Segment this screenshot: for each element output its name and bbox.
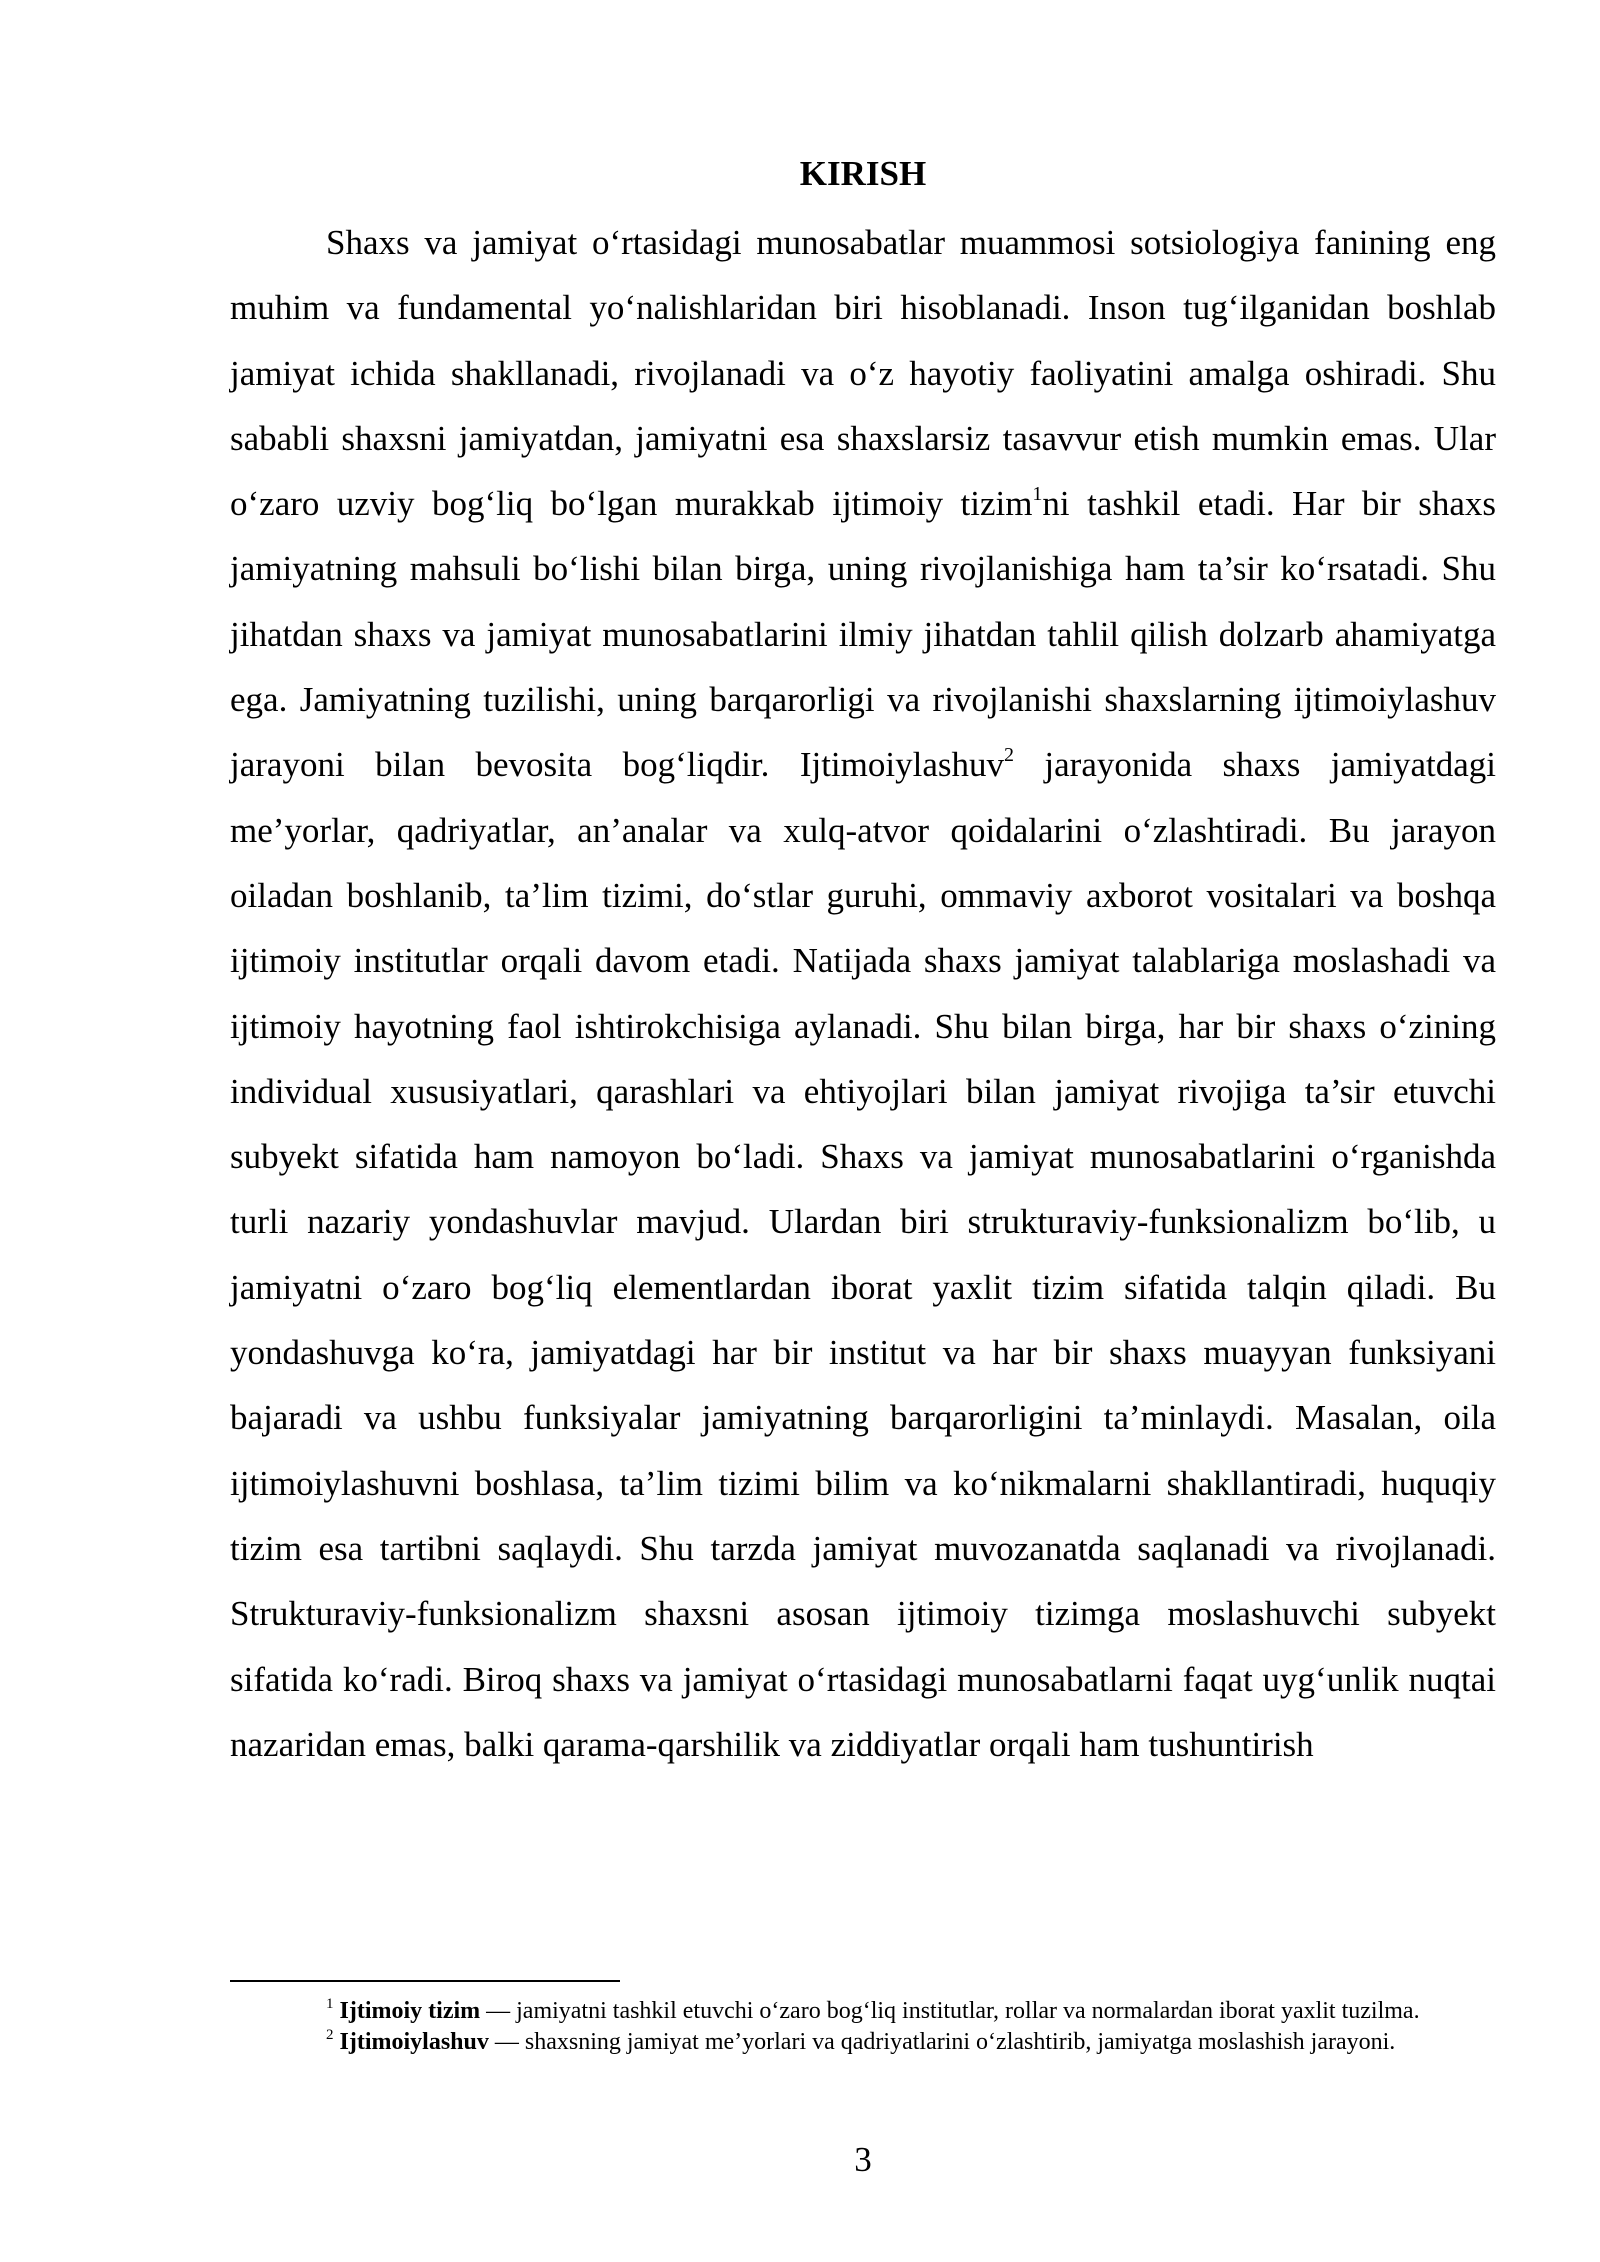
footnote-ref-1[interactable]: 1 [1032,483,1043,506]
footnote-number: 1 [326,1996,334,2012]
paragraph-segment-3: jarayonida shaxs jamiyatdagi me’yorlar, qadriyatlar, an’analar va xulq-atvor qoidalarini o‘zlashtiradi. Bu jarayon oiladan boshlanib, ta’lim tizimi, do‘stlar guruhi, ommaviy axborot vositalari va boshqa ijtimoiy institutlar orqali davom etadi. Natijada shaxs jamiyat talablariga moslashadi va ijtimoiy hayotning faol ishtirokchisiga aylanadi. Shu bilan birga, har bir shaxs o‘zining individual xususiyatlari, qarashlari va ehtiyojlari bilan jamiyat rivojiga ta’sir etuvchi subyekt sifatida ham namoyon bo‘ladi. Shaxs va jamiyat munosabatlarini o‘rganishda turli nazariy yondashuvlar mavjud. Ulardan biri strukturaviy-funksionalizm bo‘lib, u jamiyatni o‘zaro bog‘liq elementlardan iborat yaxlit tizim sifatida talqin qiladi. Bu yondashuvga ko‘ra, jamiyatdagi har bir institut va har bir shaxs muayyan funksiyani bajaradi va ushbu funksiyalar jamiyatning barqarorligini ta’minlaydi. Masalan, oila ijtimoiylashuvni boshlasa, ta’lim tizimi bilim va ko‘nikmalarni shakllantiradi, huquqiy tizim esa tartibni saqlaydi. Shu tarzda jamiyat muvozanatda saqlanadi va rivojlanadi. Strukturaviy-funksionalizm shaxsni asosan ijtimoiy tizimga moslashuvchi subyekt sifatida ko‘radi. Biroq shaxs va jamiyat o‘rtasidagi munosabatlarni faqat uyg‘unlik nuqtai nazaridan emas, balki qarama-qarshilik va ziddiyatlar orqali ham tushuntirish [230,745,1496,1764]
page-title: KIRISH [799,154,927,193]
footnote-separator [230,1980,620,1982]
footnotes [230,1996,1496,2058]
footnote-number: 2 [326,2027,334,2043]
page-number: 3 [854,2140,872,2179]
paragraph-segment-1: Shaxs va jamiyat o‘rtasidagi munosabatlar muammosi sotsiologiya fanining eng muhim va fundamental yo‘nalishlaridan biri hisoblanadi. Inson tug‘ilganidan boshlab jamiyat ichida shakllanadi, rivojlanadi va o‘z hayotiy faoliyatini amalga oshiradi. Shu sababli shaxsni jamiyatdan, jamiyatni esa shaxslarsiz tasavvur etish mumkin emas. Ular o‘zaro uzviy bog‘liq bo‘lgan murakkab ijtimoiy tizim [230,223,1496,524]
footnote-term: Ijtimoiylashuv [339,2029,489,2055]
paragraph-segment-2: ni tashkil etadi. Har bir shaxs jamiyatning mahsuli bo‘lishi bilan birga, uning rivojlanishiga ham ta’sir ko‘rsatadi. Shu jihatdan shaxs va jamiyat munosabatlarini ilmiy jihatdan tahlil qilish dolzarb ahamiyatga ega. Jamiyatning tuzilishi, uning barqarorligi va rivojlanishi shaxslarning ijtimoiylashuv jarayoni bilan bevosita bog‘liqdir. Ijtimoiylashuv [230,484,1496,785]
footnote-2 [230,2027,1496,2058]
footnote-1 [230,1996,1496,2027]
footnote-ref-2[interactable]: 2 [1003,744,1014,767]
footnote-text: — jamiyatni tashkil etuvchi o‘zaro bog‘liq institutlar, rollar va normalardan iborat yaxlit tuzilma. [480,1998,1420,2024]
footnote-text: — shaxsning jamiyat me’yorlari va qadriyatlarini o‘zlashtirib, jamiyatga moslashish jarayoni. [488,2029,1396,2055]
body-paragraph [230,210,1496,1777]
footnote-term: Ijtimoiy tizim [339,1998,481,2024]
